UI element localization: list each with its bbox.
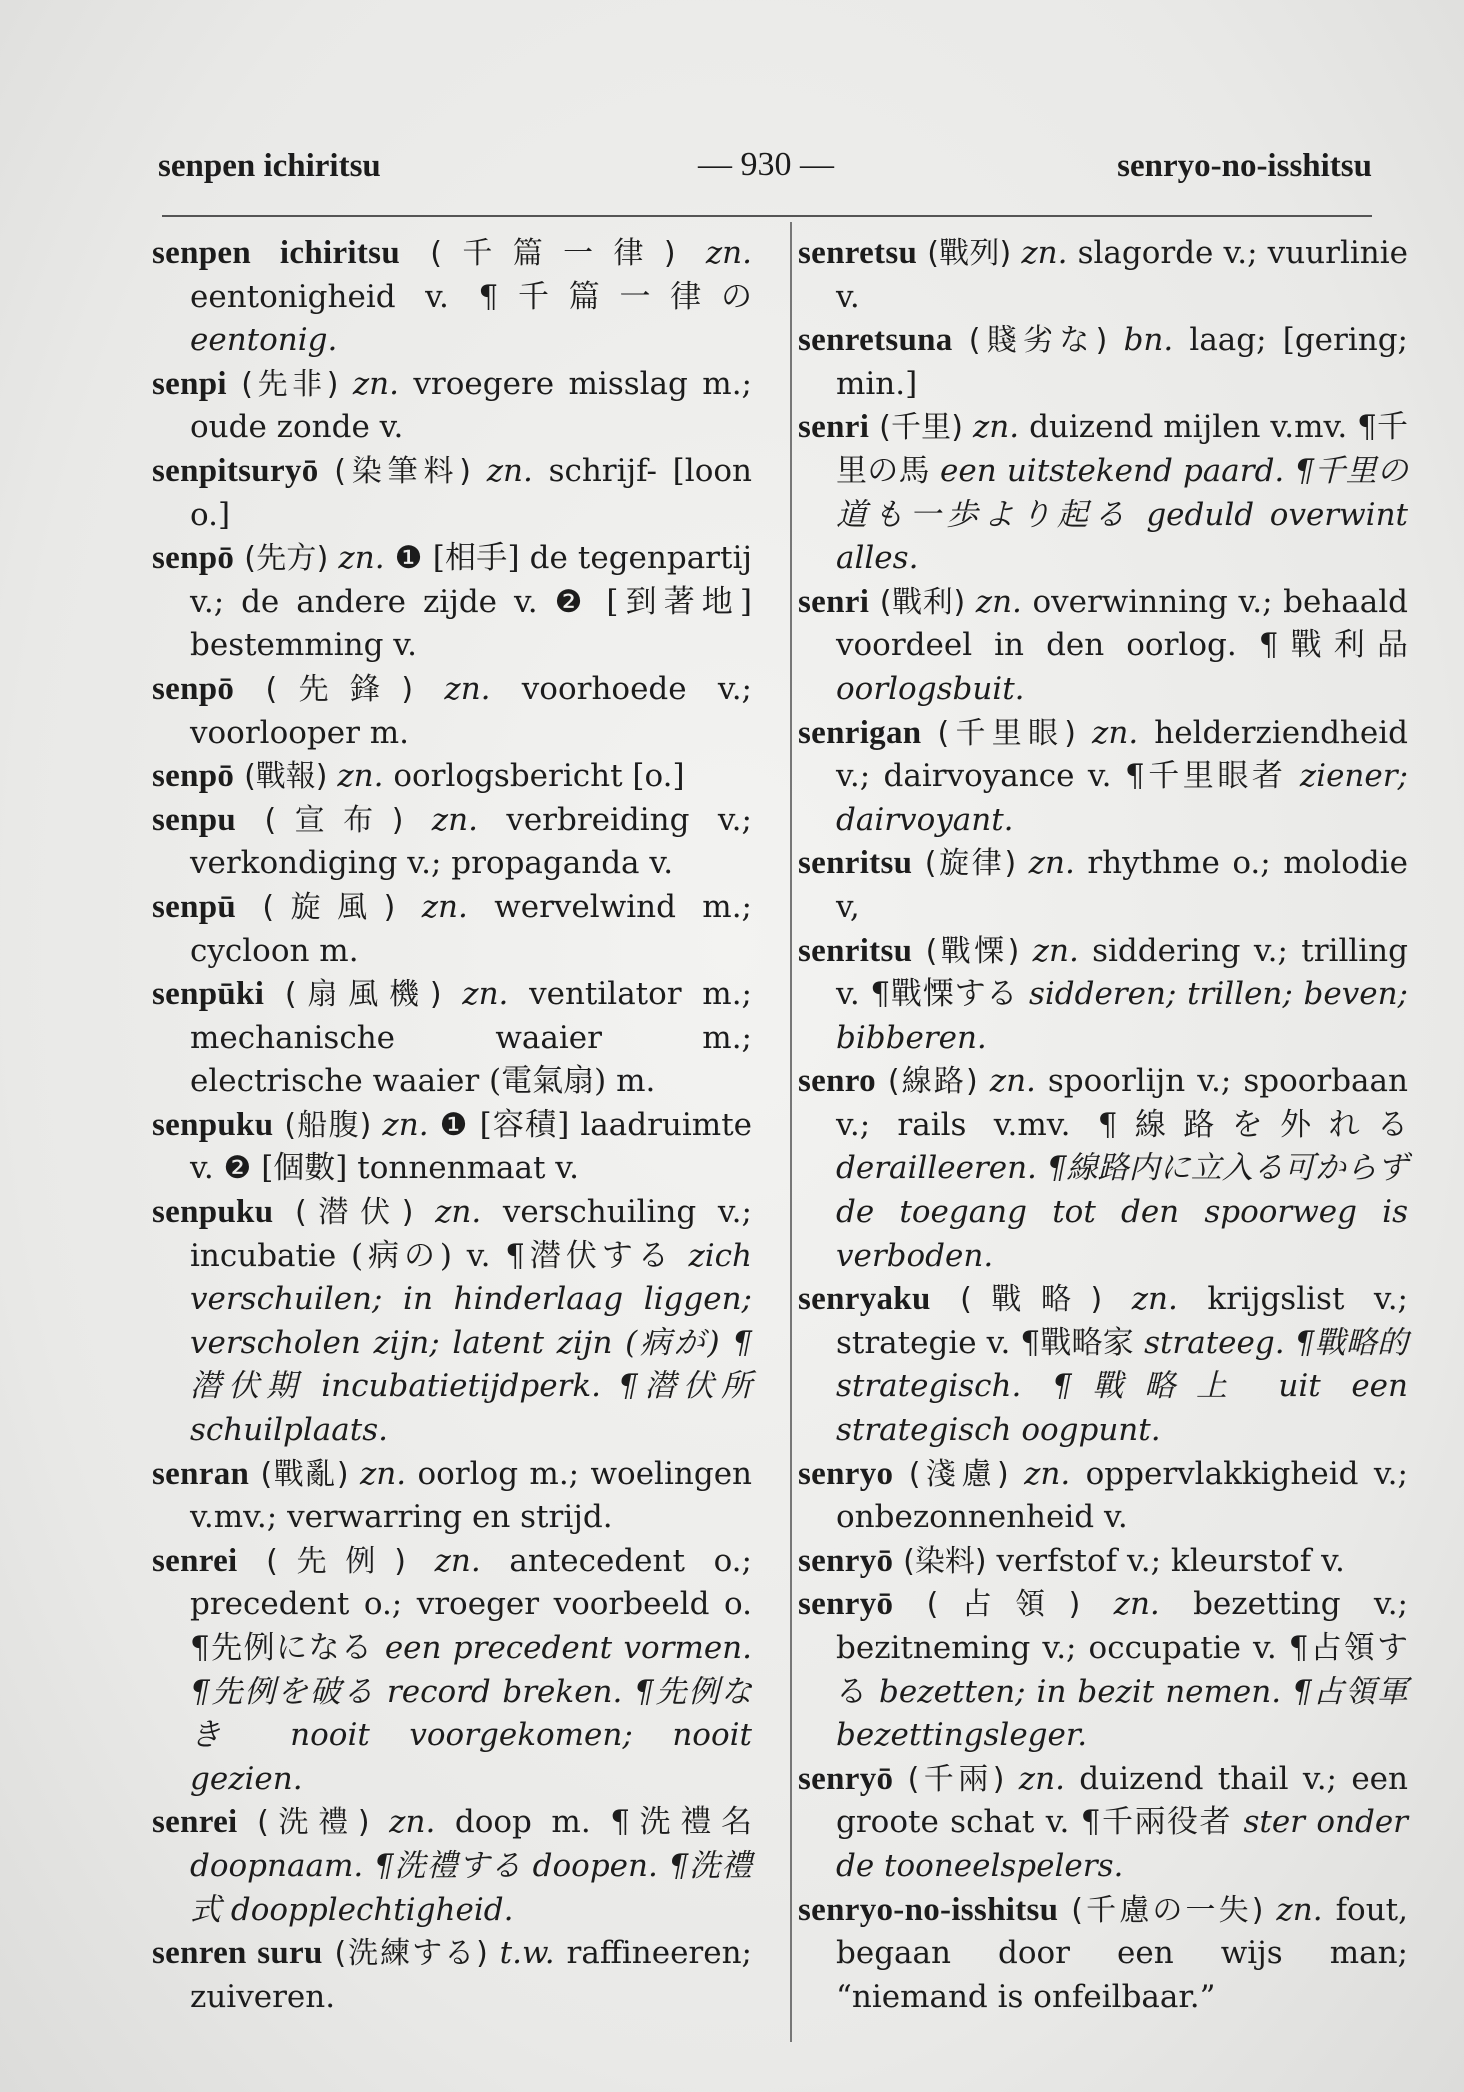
dictionary-entry [152,886,752,973]
entry-part-of-speech: bn. [1123,322,1174,359]
entry-part-of-speech: zn. [337,758,384,795]
entry-definition: krijgslist v.; strategie v. ¶戰略家 [836,1281,1408,1361]
entry-definition: ❶ [相手] de tegenpartij v.; de andere zijde v. ❷ [到著地] bestemming v. [190,540,752,664]
entry-part-of-speech: zn. [705,235,752,271]
entry-part-of-speech: zn. [989,1063,1036,1100]
entry-part-of-speech: zn. [1131,1281,1178,1318]
entry-example: derailleeren. ¶線路内に立入る可からず de toegang tot den spoorweg is verboden. [836,1150,1408,1274]
entry-part-of-speech: zn. [421,888,468,925]
entry-definition: slagorde v.; vuurlinie v. [836,235,1408,315]
entry-kanji: (洗禮) [257,1805,370,1841]
dictionary-entry [798,712,1408,843]
dictionary-entry [798,581,1408,712]
dictionary-entry [798,1453,1408,1540]
entry-headword: senpuku [152,1194,274,1231]
entry-kanji: (千里) [879,410,963,446]
entry-headword: senpen ichiritsu [152,235,400,271]
entry-headword: senpu [152,801,237,838]
entry-example: doopnaam. ¶洗禮する doopen. ¶洗禮式 doopplechtigheid. [190,1847,752,1928]
dictionary-entry [152,363,752,450]
entry-headword: senryō [798,1760,894,1797]
entry-example: zich verschuilen; in hinderlaag liggen; verscholen zijn; latent zijn (病が) ¶潜伏期 incubatietijdperk. ¶潜伏所 schuilplaats. [190,1237,753,1449]
entry-part-of-speech: zn. [1021,235,1068,271]
entry-definition: ❶ [容積] laadruimte v. ❷ [個數] tonnenmaat v. [190,1106,753,1187]
entry-kanji: (染筆料) [334,453,471,489]
entry-example: ster onder de tooneelspelers. [836,1804,1408,1884]
entry-definition: overwinning v.; behaald voordeel in den oorlog. ¶戰利品 [836,583,1408,664]
entry-definition: schrijf- [loon o.] [190,452,752,533]
entry-example: ziener; dairvoyant. [836,758,1408,838]
dictionary-entry [152,1801,752,1932]
entry-kanji: (戰列) [927,236,1012,271]
column-divider [790,222,792,2042]
header-rule [162,215,1372,217]
entry-headword: senryō [798,1586,894,1623]
entry-part-of-speech: zn. [1028,845,1075,882]
dictionary-entry [152,1453,752,1540]
entry-part-of-speech: zn. [486,452,533,489]
entry-headword: senpuku [152,1106,274,1143]
entry-example: bezetten; in bezit nemen. ¶占領軍 bezettingsleger. [836,1673,1409,1754]
entry-part-of-speech: zn. [434,1542,481,1579]
entry-part-of-speech: zn. [352,365,399,402]
entry-definition: oorlogsbericht [o.] [393,758,685,795]
entry-definition: ventilator m.; mechanische waaier m.; electrische waaier (電氣扇) m. [190,976,752,1100]
entry-headword: senryo-no-isshitsu [798,1891,1059,1928]
dictionary-entry [152,755,752,799]
entry-example: sidderen; trillen; beven; bibberen. [836,976,1408,1056]
dictionary-entry [152,1104,752,1191]
entry-kanji: (千兩) [907,1761,1005,1797]
entry-kanji: (先非) [241,366,339,402]
entry-definition: voorhoede v.; voorlooper m. [190,670,752,751]
entry-headword: senpitsuryō [152,452,319,489]
left-guide-word: senpen ichiritsu [158,148,381,184]
entry-kanji: (千里眼) [937,715,1076,751]
entry-headword: senpō [152,540,235,577]
dictionary-entry [798,930,1408,1061]
entry-definition: siddering v.; trilling v. ¶戰慄する [836,932,1408,1013]
entry-kanji: (宣布) [264,802,404,838]
entry-headword: senrigan [798,714,922,751]
entry-definition: verbreiding v.; verkondiging v.; propaganda v. [190,801,752,882]
entry-part-of-speech: zn. [1113,1586,1160,1623]
dictionary-entry [152,1191,752,1453]
entry-part-of-speech: zn. [431,801,478,838]
dictionary-entry [152,799,752,886]
entry-kanji: (戰亂) [260,1456,349,1492]
entry-definition: eentonigheid v. ¶千篇一律の [190,278,752,315]
entry-part-of-speech: zn. [1092,714,1139,751]
entry-kanji: (先例) [266,1543,406,1579]
running-head [158,148,1372,192]
dictionary-entry [152,450,752,537]
entry-kanji: (先鋒) [265,671,414,707]
entry-kanji: (旋律) [924,846,1017,882]
left-column [152,232,752,2019]
entry-part-of-speech: zn. [338,540,385,577]
dictionary-entry [152,1932,752,2019]
entry-headword: senritsu [798,932,913,969]
entry-headword: senrei [152,1804,238,1841]
entry-definition: doop m. ¶洗禮名 [454,1804,753,1841]
entry-definition: oorlog m.; woelingen v.mv.; verwarring en strijd. [190,1455,753,1536]
entry-headword: senpūki [152,976,265,1013]
entry-part-of-speech: t.w. [499,1935,555,1972]
entry-kanji: (戰略) [960,1282,1103,1318]
entry-part-of-speech: zn. [382,1106,429,1143]
entry-kanji: (戰報) [244,759,328,795]
entry-headword: senpi [152,365,227,402]
right-column [798,232,1408,2019]
entry-kanji: (船腹) [284,1107,372,1143]
entry-definition: duizend mijlen v.mv. ¶千里の馬 [836,409,1408,489]
entry-example: een precedent vormen. ¶先例を破る record breken. ¶先例なき nooit voorgekomen; nooit gezien. [190,1630,753,1797]
entry-kanji: (戰利) [879,584,966,620]
entry-part-of-speech: zn. [389,1804,436,1841]
entry-kanji: (旋風) [262,889,396,925]
entry-part-of-speech: zn. [1024,1455,1071,1492]
entry-definition: antecedent o.; precedent o.; vroeger voorbeeld o. ¶先例になる [190,1542,752,1666]
dictionary-entry [798,1278,1408,1452]
entry-headword: senretsuna [798,322,953,359]
entry-headword: senretsu [798,235,918,271]
entry-part-of-speech: zn. [462,976,509,1013]
entry-definition: raffineeren; zuiveren. [190,1935,752,2015]
entry-kanji: (淺慮) [908,1456,1009,1492]
dictionary-entry [798,1540,1408,1584]
entry-headword: senren suru [152,1935,323,1972]
entry-kanji: (線路) [887,1064,978,1100]
entry-headword: senritsu [798,845,913,882]
entry-kanji: (染料) [903,1543,987,1579]
entry-headword: senrei [152,1542,238,1579]
entry-definition: bezetting v.; bezitneming v.; occupatie v. ¶占領する [836,1586,1408,1710]
entry-definition: rhythme o.; molodie v, [836,845,1408,925]
entry-kanji: (千篇一律) [430,236,676,271]
entry-definition: vroegere misslag m.; oude zonde v. [190,365,752,446]
entry-part-of-speech: zn. [1018,1760,1065,1797]
dictionary-entry [798,1060,1408,1278]
dictionary-entry [152,1540,752,1802]
entry-part-of-speech: zn. [435,1194,482,1231]
entry-headword: senpū [152,888,237,925]
entry-headword: senryō [798,1542,894,1579]
entry-definition: fout, begaan door een wijs man; “niemand is onfeilbaar.” [836,1891,1408,2015]
entry-part-of-speech: zn. [444,670,491,707]
entry-part-of-speech: zn. [1276,1891,1323,1928]
entry-kanji: (戰慄) [925,933,1020,969]
entry-definition: spoorlijn v.; spoorbaan v.; rails v.mv. ¶線路を外れる [836,1063,1408,1143]
entry-kanji: (扇風機) [284,977,442,1013]
entry-kanji: (洗練する) [334,1936,488,1972]
dictionary-entry [798,232,1408,319]
entry-definition: wervelwind m.; cycloon m. [190,888,752,969]
dictionary-entry [152,973,752,1104]
entry-example: eentonig. [190,322,338,359]
dictionary-entry [798,406,1408,580]
entry-headword: senpō [152,758,235,795]
entry-definition: laag; [gering; min.] [836,322,1409,402]
dictionary-entry [798,1583,1408,1757]
dictionary-entry [798,319,1408,406]
entry-headword: senryo [798,1455,894,1492]
entry-kanji: (賤劣な) [968,323,1108,359]
dictionary-entry [152,668,752,755]
entry-definition: helderziendheid v.; dairvoyance v. ¶千里眼者 [836,714,1409,795]
entry-definition: oppervlakkigheid v.; onbezonnenheid v. [836,1455,1408,1536]
entry-definition: duizend thail v.; een groote schat v. ¶千兩役者 [836,1760,1408,1841]
dictionary-entry [152,537,752,668]
right-guide-word: senryo-no-isshitsu [1117,148,1372,184]
entry-headword: senpō [152,670,235,707]
entry-example: strateeg. ¶戰略的 strategisch. ¶戰略上 uit een strategisch oogpunt. [836,1324,1409,1449]
entry-part-of-speech: zn. [975,583,1022,620]
entry-part-of-speech: zn. [1032,932,1079,969]
entry-headword: senro [798,1063,876,1100]
entry-headword: senryaku [798,1281,931,1318]
dictionary-entry [798,1758,1408,1889]
entry-kanji: (千慮の一失) [1071,1892,1264,1928]
entry-kanji: (占領) [926,1587,1081,1623]
entry-part-of-speech: zn. [359,1455,407,1492]
entry-definition: verfstof v.; kleurstof v. [996,1542,1345,1579]
dictionary-entry [798,842,1408,929]
dictionary-entry [798,1889,1408,2020]
entry-kanji: (潜伏) [294,1195,414,1231]
entry-example: een uitstekend paard. ¶千里の道も一歩より起る geduld overwint alles. [836,452,1409,577]
entry-headword: senri [798,583,870,620]
entry-headword: senri [798,409,870,446]
page-number: — 930 — [698,146,834,183]
entry-part-of-speech: zn. [972,409,1020,446]
entry-headword: senran [152,1455,250,1492]
entry-definition: verschuiling v.; incubatie (病の) v. ¶潜伏する [190,1194,752,1274]
dictionary-entry [152,232,752,363]
entry-example: oorlogsbuit. [836,670,1025,707]
entry-kanji: (先方) [244,541,329,577]
